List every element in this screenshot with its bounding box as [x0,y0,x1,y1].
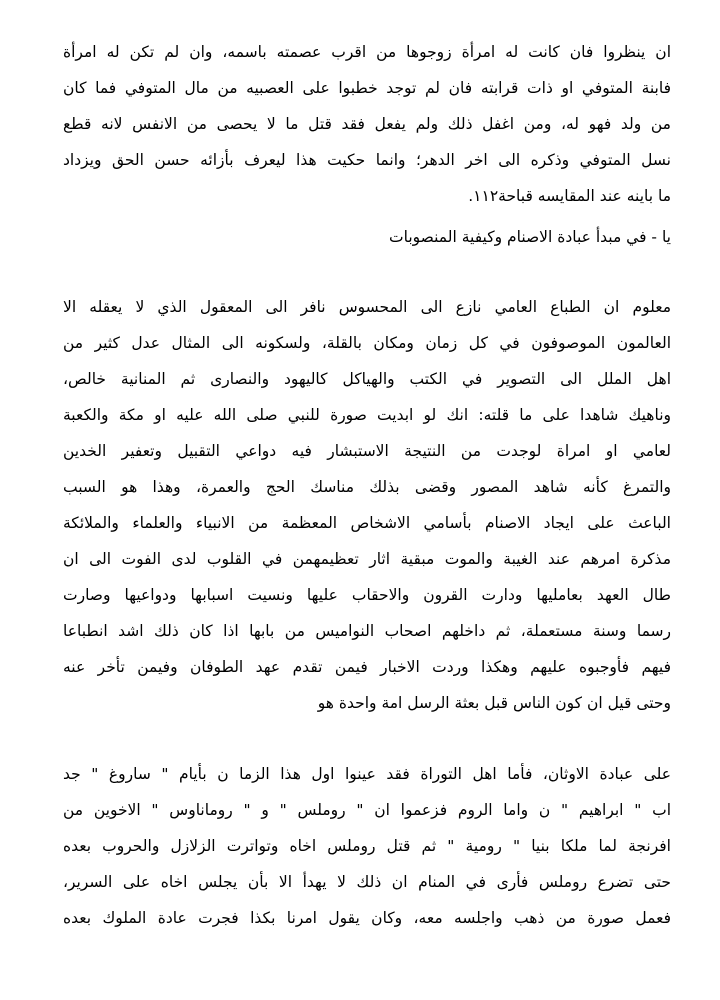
text-line: حتى تضرع روملس فأرى في المنام ان ذلك لا يهدأ الا بأن يجلس اخاه على السرير، [63,873,671,891]
text-line: العالمون الموصوفون في كل زمان ومكان بالقلة، ولسكونه الى المثال عدل كثير من [63,334,671,352]
text-line: فيهم فأوجبوه عليهم وهكذا وردت الاخبار فيمن تقدم عهد الطوفان وفيمن تأخر عنه [63,658,671,676]
text-line: على عبادة الاوثان، فأما اهل التوراة فقد عينوا اول هذا الزما ن بأيام " ساروغ " جد [63,765,671,783]
section-heading: يا - في مبدأ عبادة الاصنام وكيفية المنصوبات [389,228,671,246]
text-line: رسما وسنة مستعملة، ثم داخلهم اصحاب النواميس من بابها اذا كان ذلك اشد انطباعا [63,622,671,640]
text-line: الباعث على ايجاد الاصنام بأسامي الاشخاص المعظمة من الانبياء والعلماء والملائكة [63,514,671,532]
text-line: فعمل صورة من ذهب واجلسه معه، وكان يقول امرنا بكذا فجرت عادة الملوك بعده [63,909,671,927]
text-line: اب " ابراهيم " ن واما الروم فزعموا ان " روملس " و " روماناوس " الاخوين من [63,801,671,819]
text-line: ما باينه عند المقايسه قباحة١١٢. [468,187,671,205]
text-line: فابنة المتوفي او ذات قرابته فان لم توجد خطبوا على العصبيه من مال المتوفي فما كان [63,79,671,97]
text-line: والتمرغ كأنه شاهد المصور وقضى بذلك مناسك الحج والعمرة، وهذا هو السبب [63,478,671,496]
text-line: لعامي او امراة لوجدت من النتيجة الاستبشار فيه دواعي التقبيل وتعفير الخدين [63,442,671,460]
text-line: وحتى قيل ان كون الناس قبل بعثة الرسل امة واحدة هو [317,694,671,712]
text-line: اهل الملل الى التصوير في الكتب والهياكل كاليهود والنصارى ثم المنانية خالص، [63,370,671,388]
text-line: وناهيك شاهدا على ما قلته: انك لو ابديت صورة للنبي صلى الله عليه او مكة والكعبة [63,406,671,424]
text-line: افرنجة لما ملكا بنيا " رومية " ثم قتل روملس اخاه وتواترت الزلازل والحروب بعده [63,837,671,855]
text-line: معلوم ان الطباع العامي نازع الى المحسوس نافر الى المعقول الذي لا يعقله الا [63,298,671,316]
text-line: مذكرة امرهم عند الغيبة والموت مبقية اثار تعظيمهمن في القلوب لدى الفوت الى ان [63,550,671,568]
text-line: ان ينظروا فان كانت له امرأة زوجوها من اقرب عصمته باسمه، وان لم تكن له امرأة [63,43,671,61]
text-line: نسل المتوفي وذكره الى اخر الدهر؛ وانما حكيت هذا ليعرف بأزائه حسن الحق ويزداد [63,151,671,169]
text-line: من ولد فهو له، ومن اغفل ذلك ولم يفعل فقد قتل ما لا يحصى من الانفس لانه قطع [63,115,671,133]
text-line: طال العهد بعامليها ودارت القرون والاحقاب عليها ونسيت اسبابها ودواعيها وصارت [63,586,671,604]
